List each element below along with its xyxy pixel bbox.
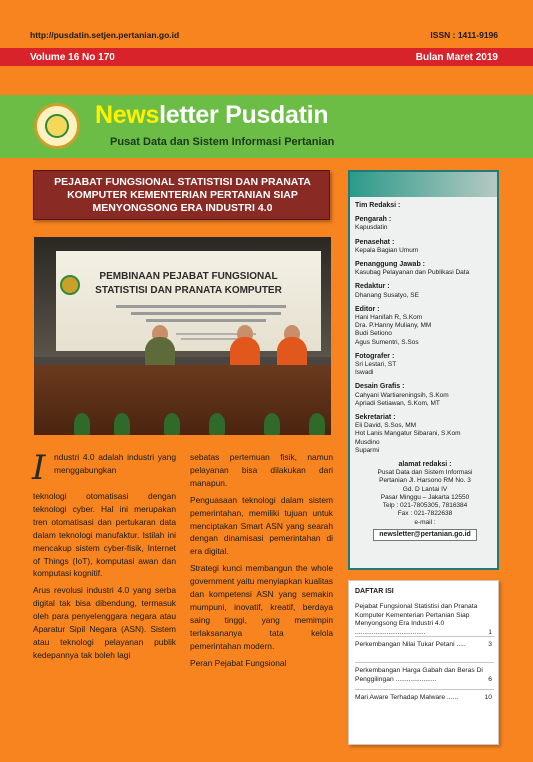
redaksi-member: Budi Setiono	[355, 330, 392, 338]
address-heading: alamat redaksi :	[398, 461, 452, 469]
article-paragraph: Penguasaan teknologi dalam sistem pemerintahan, memiliki tujuan untuk menciptakan Smart ASN yang searah dengan dinamisasi pemerintahan di era digital.	[190, 494, 333, 557]
toc-page-number: 3	[488, 641, 492, 648]
redaksi-title: Tim Redaksi :	[355, 202, 401, 209]
title-news: News	[95, 101, 160, 129]
address-line: Fax : 021-7822638	[397, 510, 453, 518]
photo-banner-line1: PEMBINAAN PEJABAT FUNGSIONAL	[99, 271, 278, 282]
redaksi-member: Kapusdatin	[355, 224, 388, 232]
article-paragraph: Strategi kunci membangun the whole government yaitu menyiapkan kualitas dan kompetensi ASN yang semakin mumpuni, inovatif, kreatif, berdaya saing tinggi, yang memimpin terlaksananya tata kelola pemerintahan modern.	[190, 563, 333, 651]
article-paragraph: Peran Pejabat Fungsional	[190, 657, 287, 668]
redaksi-address	[355, 461, 495, 541]
address-line: Pasar Minggu – Jakarta 12550	[380, 493, 470, 501]
redaksi-section-heading: Penanggung Jawab :	[355, 261, 426, 269]
redaksi-member: Hani Hanifah R, S.Kom	[355, 314, 423, 322]
redaksi-member: Dhanang Susatyo, SE	[355, 291, 419, 299]
toc-divider	[355, 636, 494, 637]
volume-number: Volume 16 No 170	[30, 52, 115, 63]
article-headline-box	[33, 170, 330, 220]
article-photo	[34, 237, 331, 435]
editorial-team-box	[348, 170, 499, 570]
newsletter-subtitle: Pusat Data dan Sistem Informasi Pertanian	[110, 136, 335, 148]
issue-month: Bulan Maret 2019	[415, 52, 498, 63]
email-label: e-mail :	[414, 518, 436, 526]
redaksi-section-heading: Desain Grafis :	[355, 383, 405, 391]
article-paragraph: Arus revolusi industri 4.0 yang serba digital tak bisa dibendung, termasuk oleh para penyelenggara negara atau Aparatur Sipil Negara (ASN). Sistem atau teknologi pelayanan publik kedepannya tak boleh lagi	[33, 585, 176, 660]
photo-banner-line2: STATISTISI DAN PRANATA KOMPUTER	[95, 285, 282, 296]
drop-cap: I	[32, 448, 46, 488]
toc-page-number: 10	[484, 694, 492, 701]
newsletter-title	[95, 101, 328, 130]
redaksi-member: Cahyani Wartiareningsih, S.Kom	[355, 391, 449, 399]
redaksi-section-heading: Fotografer :	[355, 352, 395, 360]
redaksi-member: Agus Sumentri, S.Sos	[355, 338, 419, 346]
address-line: Telp : 021-7805305, 7816384	[382, 502, 468, 510]
issn-label: ISSN : 1411-9196	[430, 30, 498, 40]
article-column-2	[190, 451, 333, 674]
redaksi-member: Eli David, S.Sos, MM	[355, 422, 417, 430]
toc-item[interactable]: Mari Aware Terhadap Malware ......	[355, 694, 459, 701]
toc-item[interactable]: Perkembangan Nilai Tukar Petani .....	[355, 641, 466, 648]
redaksi-member: Suparmi	[355, 446, 380, 454]
photo-event-banner	[56, 251, 321, 351]
redaksi-member: Musdino	[355, 438, 380, 446]
redaksi-section-heading: Pengarah :	[355, 216, 392, 224]
redaksi-member: Kasubag Pelayanan dan Publikasi Data	[355, 269, 470, 277]
redaksi-member: Apriadi Setiawan, S.Kom, MT	[355, 399, 440, 407]
redaksi-section-heading: Sekretariat :	[355, 414, 396, 422]
redaksi-section-heading: Redaktur :	[355, 283, 390, 291]
article-intro: ndustri 4.0 adalah industri yang menggabungkan	[54, 452, 176, 475]
email-address[interactable]: newsletter@pertanian.go.id	[373, 529, 477, 541]
website-url[interactable]: http://pusdatin.setjen.pertanian.go.id	[30, 30, 180, 40]
toc-page-number: 1	[488, 628, 492, 636]
address-line: Pertanian Jl. Harsono RM No. 3	[379, 477, 471, 485]
redaksi-member: Sri Lestari, ST	[355, 361, 397, 369]
toc-page-number: 6	[488, 675, 492, 683]
address-line: Pusat Data dan Sistem Informasi	[377, 469, 473, 477]
toc-divider	[355, 689, 494, 690]
toc-item[interactable]: Pejabat Fungsional Statistisi dan Pranata Komputer Kementerian Pertanian Siap Menyongsong Era Industri 4.0 ......................................	[355, 603, 478, 636]
redaksi-member: Iswadi	[355, 369, 374, 377]
ministry-logo-icon	[34, 103, 80, 149]
redaksi-member: Hot Lanis Mangatur Sibarani, S.Kom	[355, 430, 461, 438]
redaksi-member: Dra. P.Hanny Muliany, MM	[355, 322, 432, 330]
article-column-1	[33, 490, 176, 666]
redaksi-section-heading: Editor :	[355, 305, 380, 313]
toc-divider	[355, 662, 494, 663]
top-bar	[0, 0, 533, 48]
article-paragraph: teknologi otomatisasi dengan teknologi cyber. Hal ini merupakan tren otomatisasi dan pertukaran data dalam teknologi manufaktur. Istilah ini mencakup sistem cyber-fisik, Internet of Things (IoT), komputasi awan dan komputasi kognitif.	[33, 491, 176, 579]
article-paragraph: sebatas pertemuan fisik, namun pelayanan bisa dilakukan dari manapun.	[190, 452, 333, 488]
redaksi-section-heading: Penasehat :	[355, 238, 395, 246]
redaksi-member: Kepala Bagian Umum	[355, 246, 419, 254]
title-rest: letter Pusdatin	[159, 101, 329, 129]
address-line: Gd. D Lantai IV	[402, 485, 448, 493]
toc-title: DAFTAR ISI	[355, 588, 394, 595]
article-headline: PEJABAT FUNGSIONAL STATISTISI DAN PRANATA KOMPUTER KEMENTERIAN PERTANIAN SIAP MENYONGSONG ERA INDUSTRI 4.0	[54, 176, 311, 214]
toc-item[interactable]: Perkembangan Harga Gabah dan Beras Di Penggilingan ......................	[355, 667, 483, 683]
table-of-contents	[348, 580, 499, 745]
